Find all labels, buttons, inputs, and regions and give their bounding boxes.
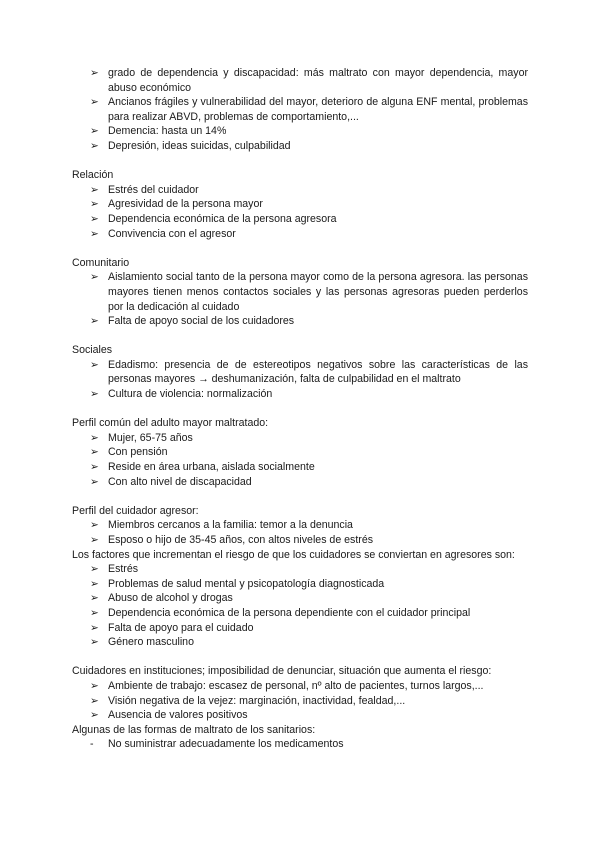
section-heading-perfil-maltratado: Perfil común del adulto mayor maltratado: (72, 417, 269, 430)
factores-list (72, 562, 528, 650)
list-item: ➢ Convivencia con el agresor (90, 227, 236, 240)
arrow-bullet-icon: ➢ (90, 563, 99, 576)
list-item: ➢ Con pensión (90, 446, 168, 459)
arrow-bullet-icon: ➢ (90, 636, 99, 649)
list-item: ➢ Género masculino (90, 636, 194, 649)
arrow-bullet-icon: ➢ (90, 388, 99, 401)
comunitario-list (72, 270, 528, 328)
list-item: ➢ Mujer, 65-75 años (90, 431, 193, 444)
arrow-bullet-icon: ➢ (90, 592, 99, 605)
section-heading-perfil-agresor: Perfil del cuidador agresor: (72, 504, 199, 517)
list-item: ➢ Cultura de violencia: normalización (90, 388, 273, 401)
list-item: ➢ Ausencia de valores positivos (90, 709, 248, 722)
list-item: ➢ Aislamiento social tanto de la persona mayor como de la persona agresora. las personas mayores tienen menos contactos sociales y las personas agresoras pueden perderlos por la dedicación al cuidado (90, 271, 528, 313)
sanitarios-list (72, 737, 528, 752)
arrow-bullet-icon: ➢ (90, 606, 99, 619)
section-heading-sanitarios: Algunas de las formas de maltrato de los sanitarios: (72, 723, 316, 736)
list-item: ➢ Falta de apoyo para el cuidado (90, 621, 254, 634)
list-item: ➢ Depresión, ideas suicidas, culpabilidad (90, 139, 291, 152)
list-item: ➢ Demencia: hasta un 14% (90, 125, 227, 138)
list-item: ➢ Estrés (90, 563, 139, 576)
list-item: ➢ Falta de apoyo social de los cuidadores (90, 315, 295, 328)
list-item: ➢ Esposo o hijo de 35-45 años, con altos niveles de estrés (90, 534, 374, 546)
arrow-bullet-icon: ➢ (90, 212, 99, 225)
arrow-bullet-icon: ➢ (90, 694, 99, 707)
arrow-bullet-icon: ➢ (90, 96, 99, 109)
arrow-bullet-icon: ➢ (90, 198, 99, 211)
section-heading-factores: Los factores que incrementan el riesgo de que los cuidadores se conviertan en agresores son: (72, 548, 515, 561)
arrow-bullet-icon: ➢ (90, 183, 99, 196)
list-item: ➢ Reside en área urbana, aislada socialmente (90, 461, 315, 474)
arrow-bullet-icon: ➢ (90, 709, 99, 722)
arrow-bullet-icon: ➢ (90, 679, 99, 692)
list-item: ➢ grado de dependencia y discapacidad: más maltrato con mayor dependencia, mayor abuso económico (90, 67, 528, 94)
arrow-bullet-icon: ➢ (90, 358, 99, 371)
list-item: ➢ Visión negativa de la vejez: marginación, inactividad, fealdad,... (90, 694, 406, 707)
section-heading-sociales: Sociales (72, 344, 113, 357)
perfil-agresor-list (72, 518, 528, 547)
document-page (72, 66, 528, 752)
arrow-bullet-icon: ➢ (90, 621, 99, 634)
arrow-bullet-icon: ➢ (90, 271, 99, 284)
arrow-bullet-icon: ➢ (90, 139, 99, 152)
list-item: ➢ Edadismo: presencia de de estereotipos negativos sobre las características de las personas mayores → deshumanización, falta de culpabilidad en el maltrato (90, 358, 528, 386)
list-item: ➢ Problemas de salud mental y psicopatología diagnosticada (90, 577, 385, 590)
dash-bullet-icon: - (90, 738, 94, 751)
list-item: ➢ Dependencia económica de la persona agresora (90, 212, 337, 225)
relacion-list (72, 183, 528, 241)
arrow-bullet-icon: ➢ (90, 227, 99, 240)
list-item: ➢ Dependencia económica de la persona dependiente con el cuidador principal (90, 606, 471, 619)
arrow-bullet-icon: ➢ (90, 577, 99, 590)
arrow-bullet-icon: ➢ (90, 534, 99, 546)
arrow-bullet-icon: ➢ (90, 315, 99, 328)
section-heading-comunitario: Comunitario (72, 256, 130, 269)
list-item: - No suministrar adecuadamente los medicamentos (90, 738, 344, 751)
arrow-bullet-icon: ➢ (90, 67, 99, 79)
list-item: ➢ Abuso de alcohol y drogas (90, 592, 233, 605)
arrow-bullet-icon: ➢ (90, 446, 99, 459)
list-item: ➢ Ancianos frágiles y vulnerabilidad del mayor, deterioro de alguna ENF mental, problemas para realizar ABVD, problemas de comportamiento,... (90, 96, 528, 123)
arrow-bullet-icon: ➢ (90, 125, 99, 138)
section-heading-relacion: Relación (72, 169, 114, 182)
risk-factors-list (72, 66, 528, 154)
sociales-list (72, 358, 528, 402)
list-item: ➢ Con alto nivel de discapacidad (90, 475, 252, 488)
arrow-bullet-icon: ➢ (90, 475, 99, 488)
list-item: ➢ Ambiente de trabajo: escasez de personal, nº alto de pacientes, turnos largos,... (90, 679, 484, 692)
list-item: ➢ Estrés del cuidador (90, 183, 199, 196)
arrow-bullet-icon: ➢ (90, 461, 99, 474)
list-item: ➢ Agresividad de la persona mayor (90, 198, 263, 211)
list-item: ➢ Miembros cercanos a la familia: temor a la denuncia (90, 519, 353, 532)
arrow-bullet-icon: ➢ (90, 519, 99, 532)
arrow-bullet-icon: ➢ (90, 431, 99, 444)
instituciones-list (72, 679, 528, 723)
section-heading-instituciones: Cuidadores en instituciones; imposibilidad de denunciar, situación que aumenta el riesgo: (72, 665, 492, 678)
perfil-maltratado-list (72, 431, 528, 489)
